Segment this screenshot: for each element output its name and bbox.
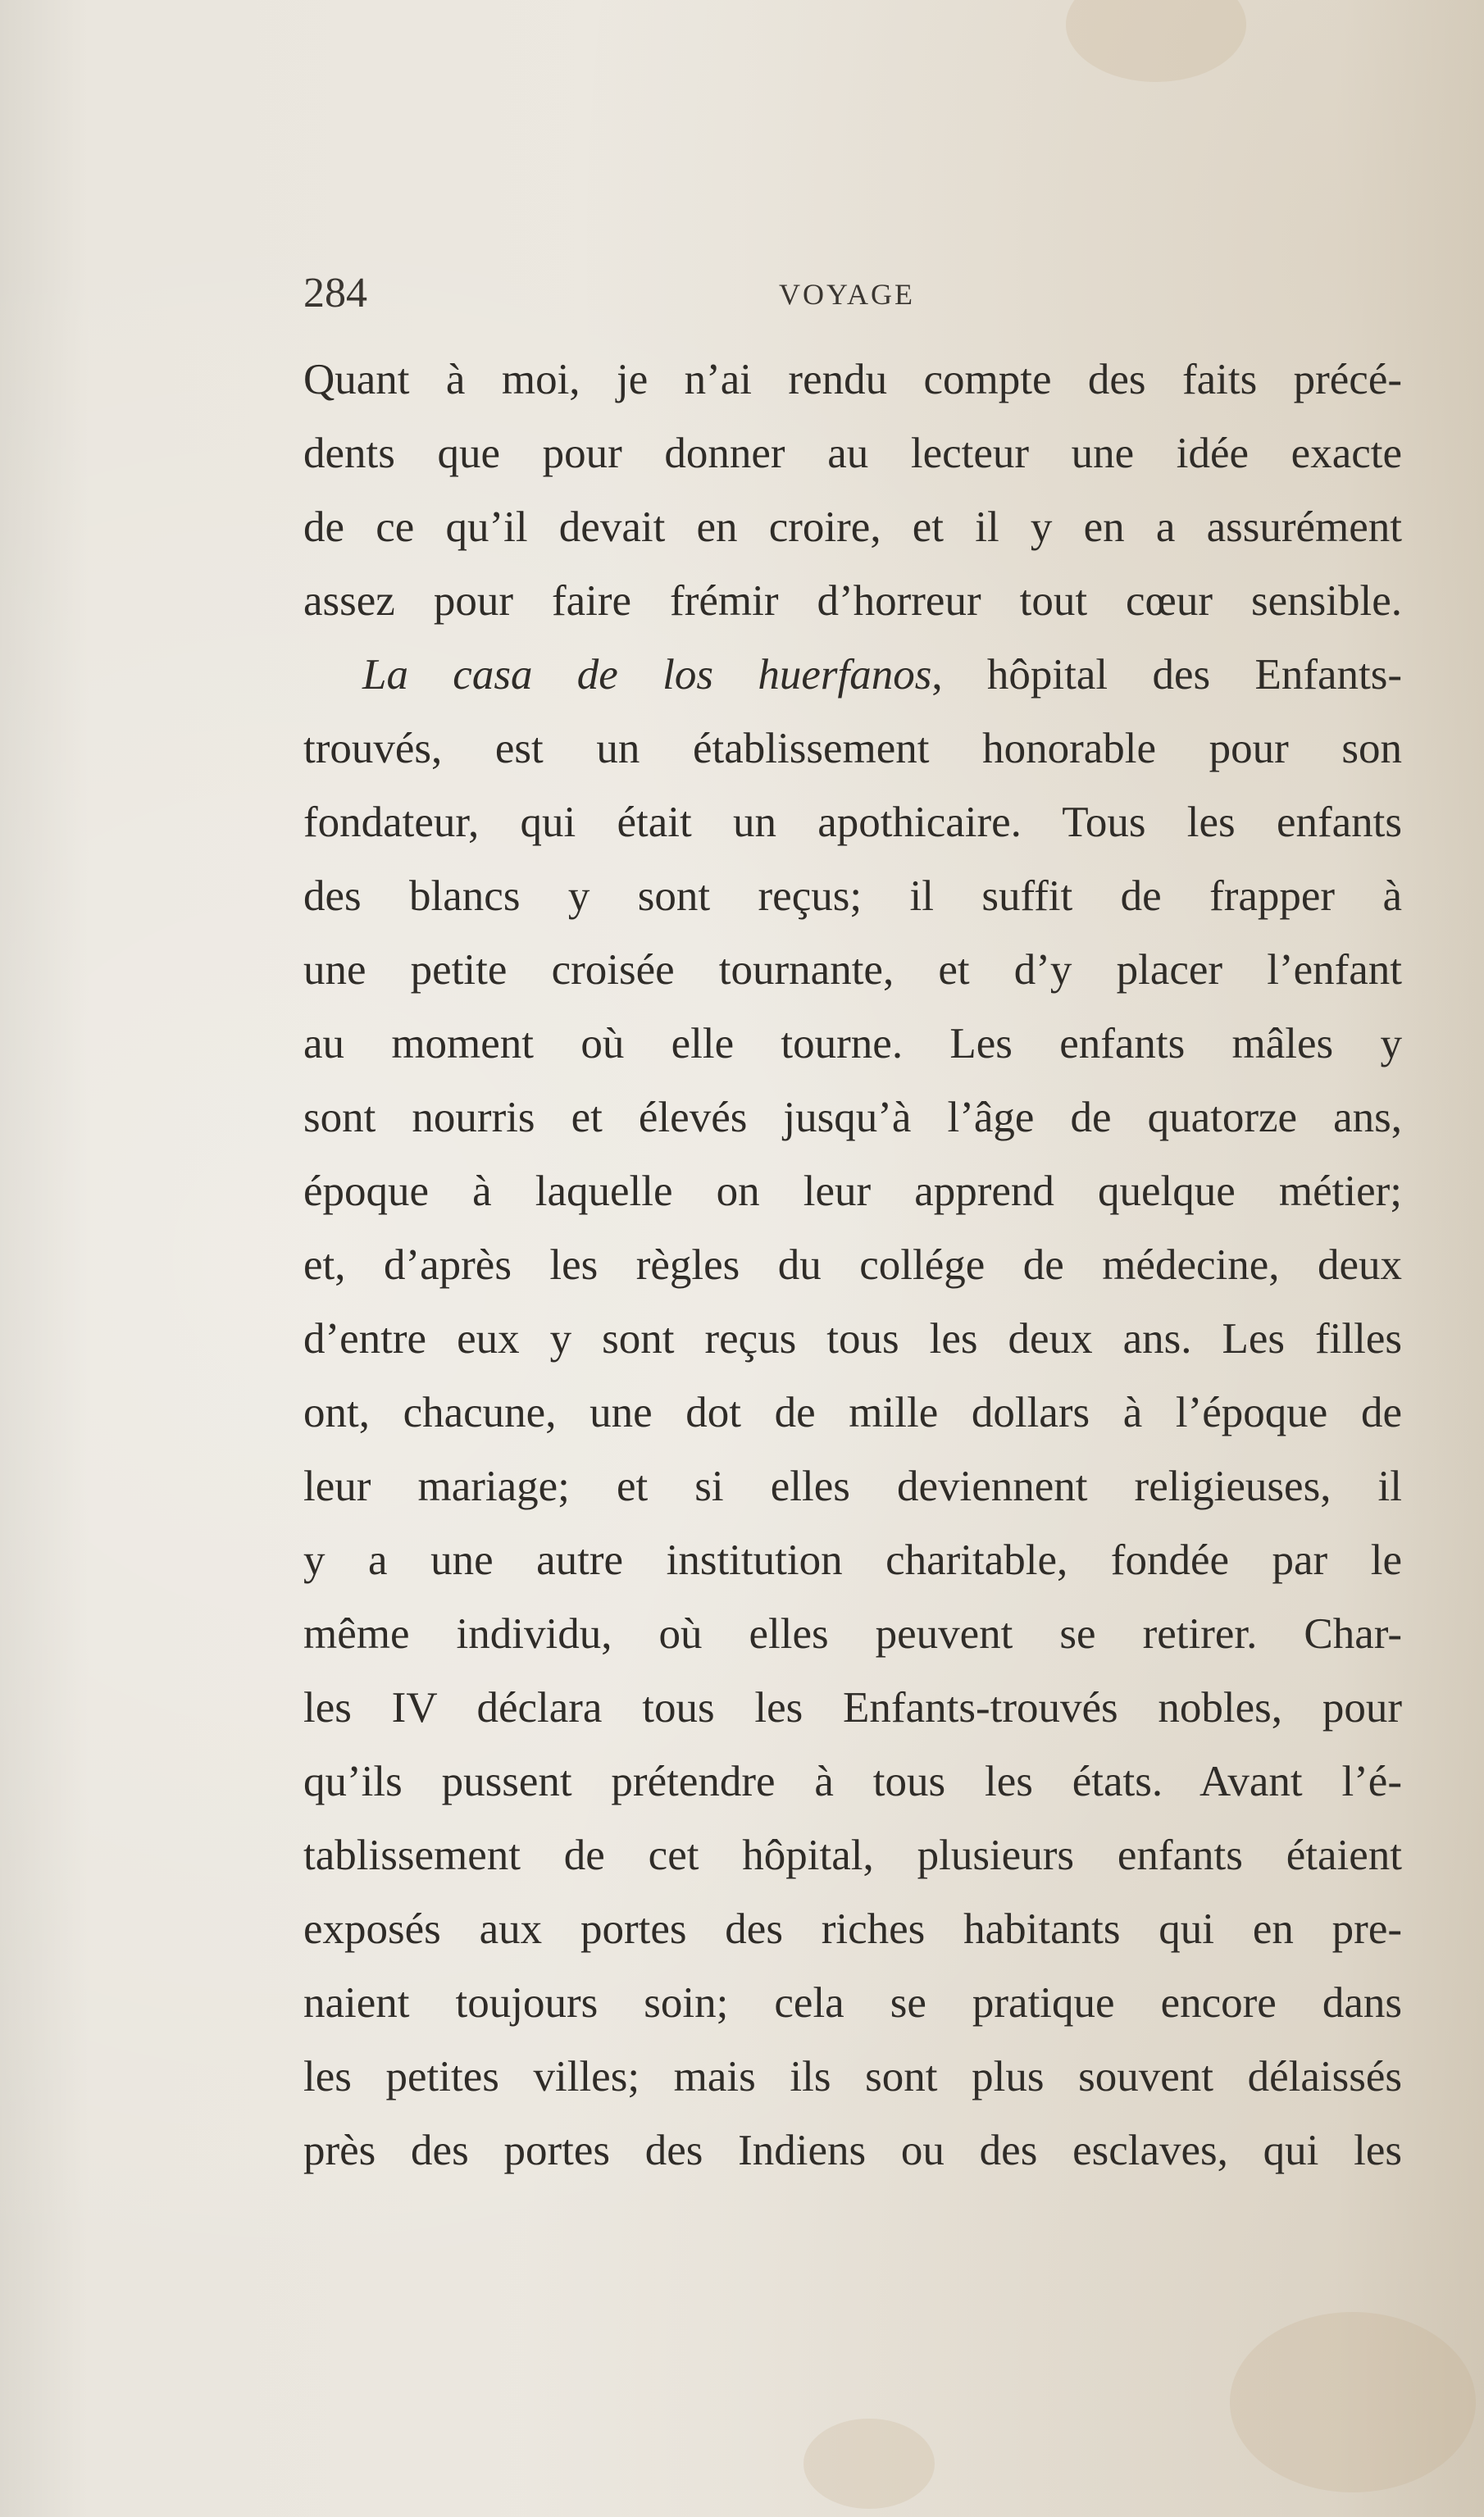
text-line: naient toujours soin; cela se pratique encore dans <box>303 1979 1402 2027</box>
text-line: leur mariage; et si elles deviennent religieuses, il <box>303 1463 1402 1510</box>
foxing-stain <box>1066 0 1246 82</box>
text-line: qu’ils pussent prétendre à tous les états. Avant l’é- <box>303 1758 1402 1805</box>
text-line: près des portes des Indiens ou des esclaves, qui les <box>303 2127 1402 2174</box>
text-line <box>303 638 1402 712</box>
foxing-stain <box>803 2419 935 2509</box>
text-line: au moment où elle tourne. Les enfants mâles y <box>303 1020 1402 1067</box>
text-line: les IV déclara tous les Enfants-trouvés nobles, pour <box>303 1684 1402 1732</box>
text-line: de ce qu’il devait en croire, et il y en a assurément <box>303 503 1402 551</box>
text-line: tablissement de cet hôpital, plusieurs enfants étaient <box>303 1832 1402 1879</box>
body-text <box>303 343 1402 2187</box>
page-number: 284 <box>303 270 367 316</box>
text-line: des blancs y sont reçus; il suffit de frapper à <box>303 872 1402 920</box>
text-line-rest: , hôpital des Enfants- <box>931 651 1402 699</box>
text-line: époque à laquelle on leur apprend quelque métier; <box>303 1167 1402 1215</box>
text-line: même individu, où elles peuvent se retirer. Char- <box>303 1610 1402 1658</box>
text-line: Quant à moi, je n’ai rendu compte des faits précé- <box>303 356 1402 403</box>
text-line: trouvés, est un établissement honorable pour son <box>303 725 1402 772</box>
page-header <box>303 269 1402 318</box>
text-line: fondateur, qui était un apothicaire. Tous les enfants <box>303 799 1402 846</box>
foxing-stain <box>1230 2312 1476 2492</box>
italic-title: La casa de los huerfanos <box>362 651 932 699</box>
text-line: assez pour faire frémir d’horreur tout cœur sensible. <box>303 577 1402 625</box>
text-line: dents que pour donner au lecteur une idée exacte <box>303 430 1402 477</box>
running-head: VOYAGE <box>779 278 915 311</box>
text-line: une petite croisée tournante, et d’y placer l’enfant <box>303 946 1402 994</box>
text-line: les petites villes; mais ils sont plus souvent délaissés <box>303 2053 1402 2101</box>
text-line: ont, chacune, une dot de mille dollars à l’époque de <box>303 1389 1402 1436</box>
text-line: y a une autre institution charitable, fondée par le <box>303 1536 1402 1584</box>
text-line: exposés aux portes des riches habitants qui en pre- <box>303 1905 1402 1953</box>
text-line: sont nourris et élevés jusqu’à l’âge de quatorze ans, <box>303 1094 1402 1141</box>
text-line: et, d’après les règles du collége de médecine, deux <box>303 1241 1402 1289</box>
text-line: d’entre eux y sont reçus tous les deux ans. Les filles <box>303 1315 1402 1363</box>
